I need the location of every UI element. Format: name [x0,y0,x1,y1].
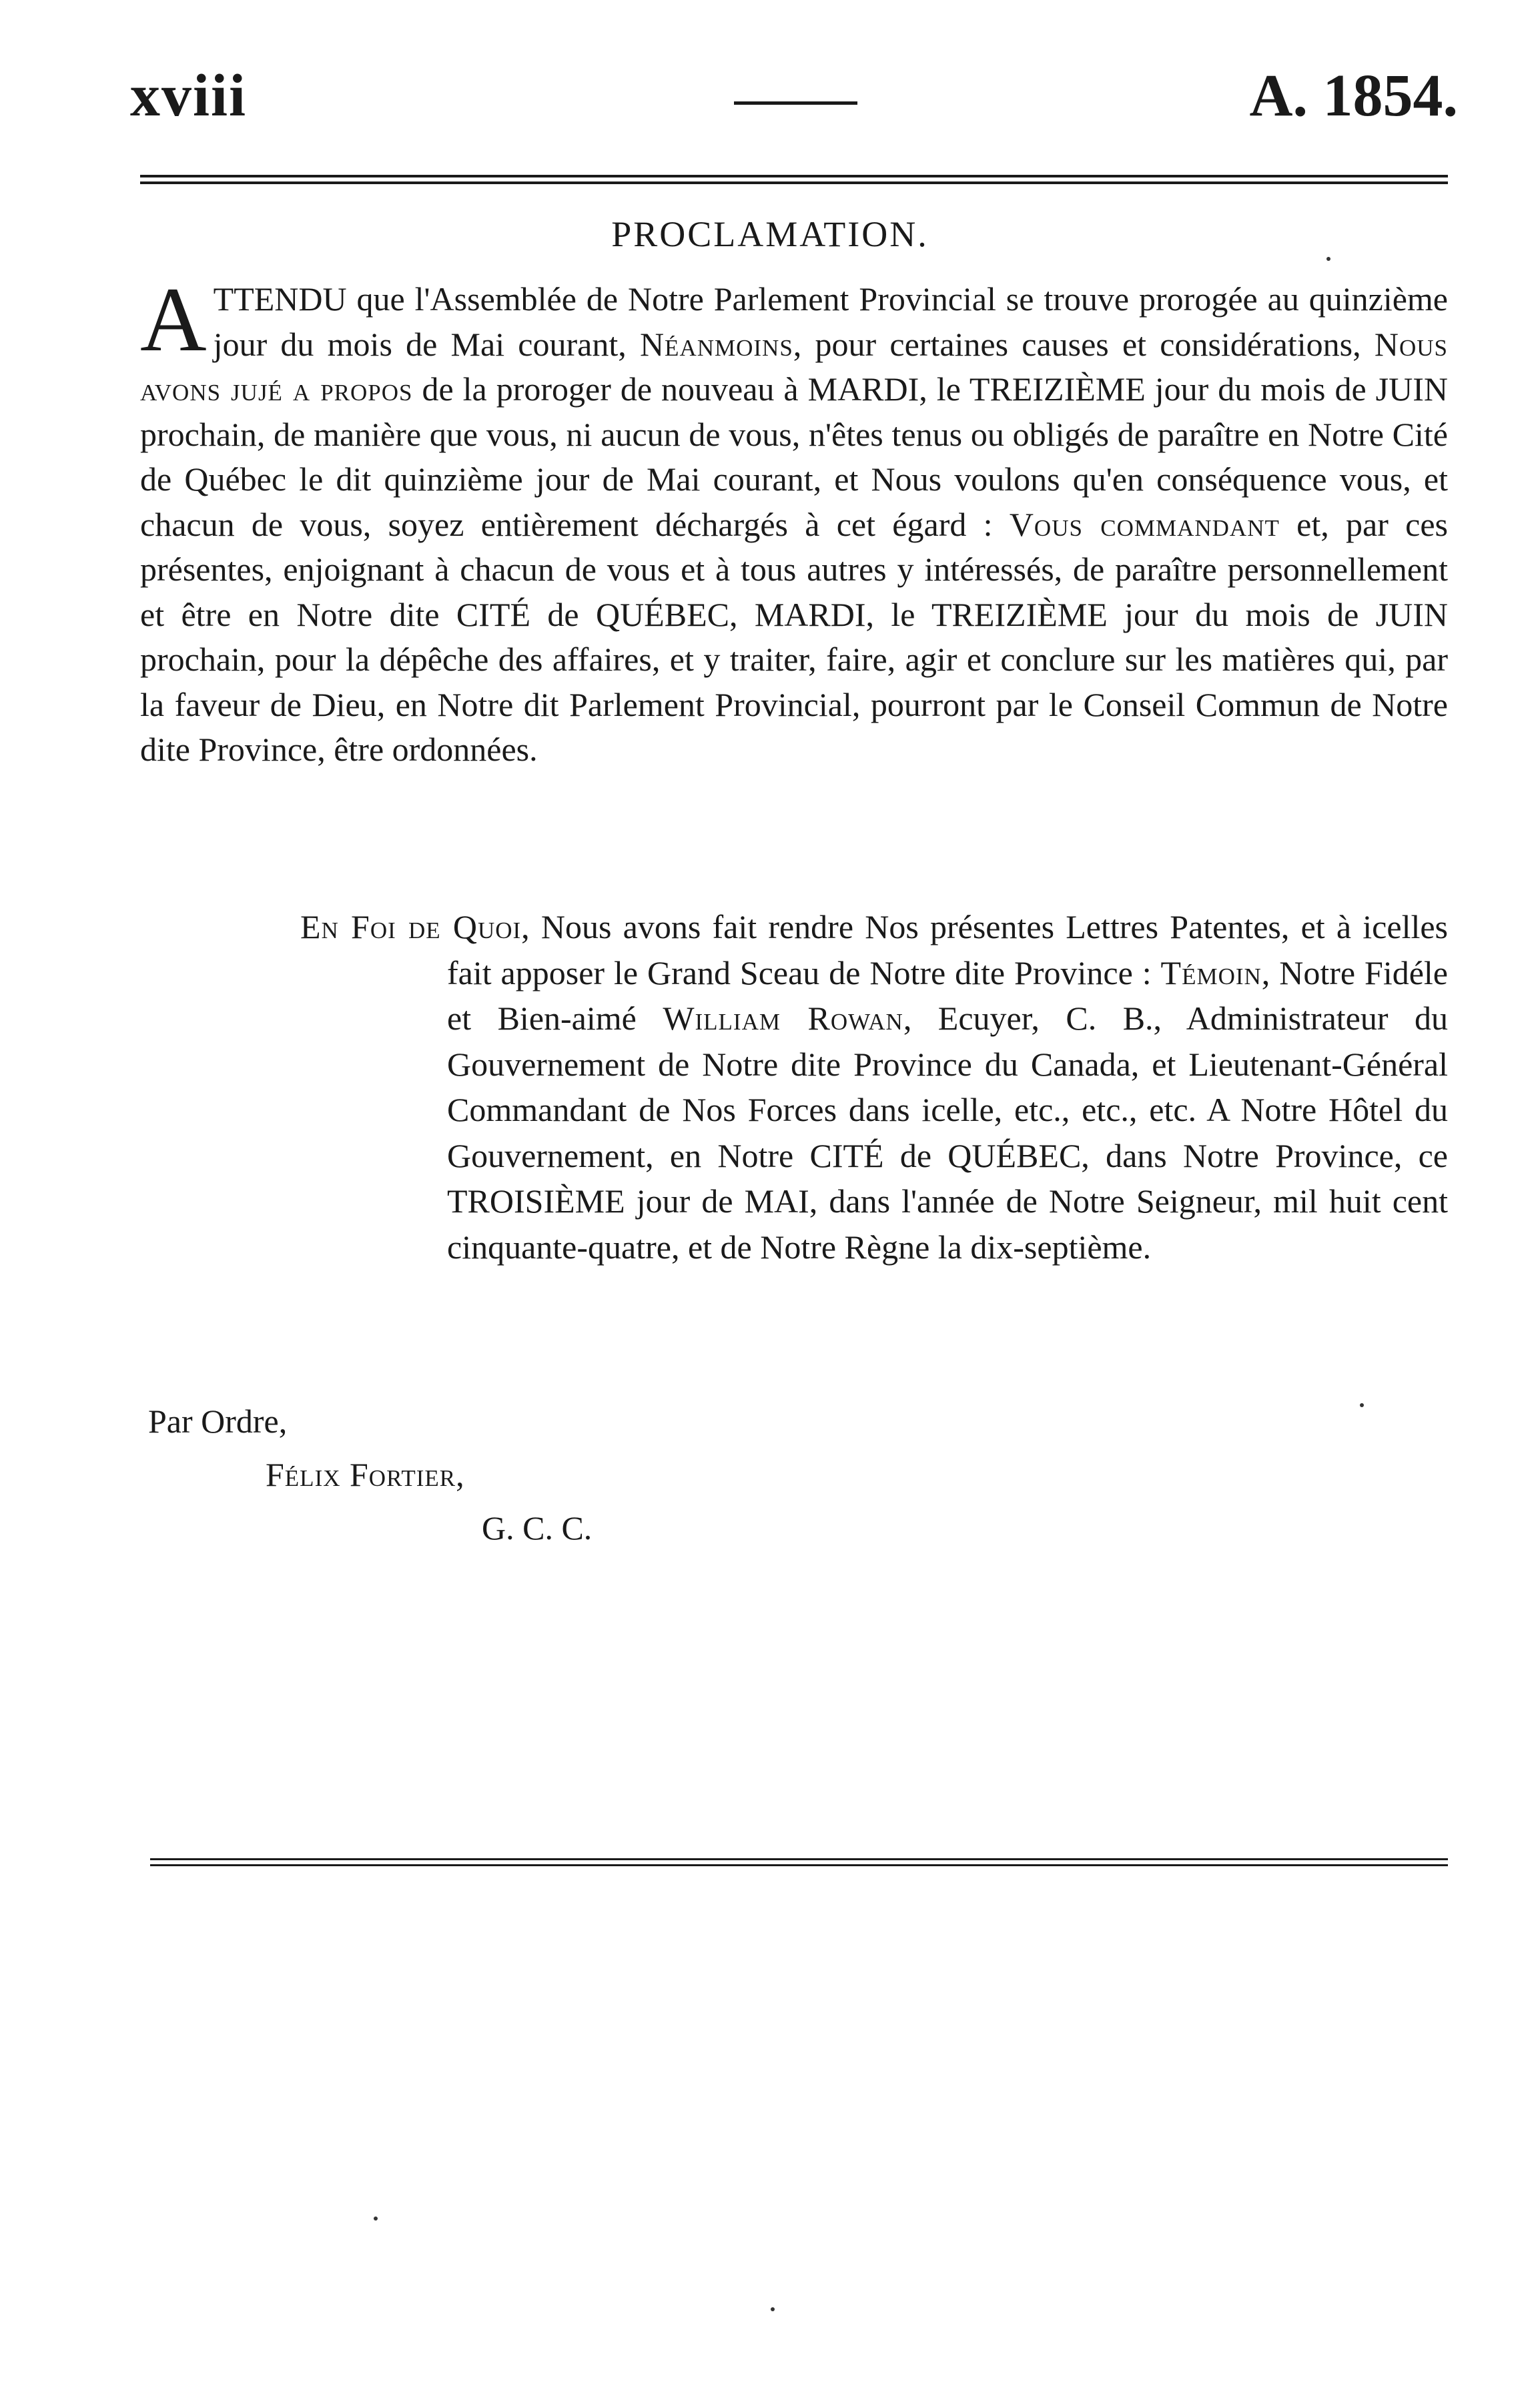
print-speck [1326,257,1330,261]
witness-smallcaps-en-foi: En Foi de Quoi [300,908,522,945]
body-text-2: , pour certaines causes et considérations, [793,325,1375,363]
body-text-1: TTENDU que l'Assemblée de Notre Parlement Provincial se trouve prorogée au quinzième jour du mois de Mai courant, [213,280,1448,363]
body-text-4: et, par ces présentes, enjoignant à chacun de vous et à tous autres y intéressés, de paraître personnellement et être en Notre dite CITÉ de QUÉBEC, MARDI, le TREIZIÈME jour du mois de JUIN prochain, pour la dépêche des affaires, et y traiter, faire, agir et conclure sur les matières qui, par la faveur de Dieu, en Notre dit Parlement Provincial, pourront par le Conseil Commun de Notre dite Province, être ordonnées. [140,505,1448,768]
print-speck [771,2307,775,2311]
witness-smallcaps-name: William Rowan [663,1000,903,1037]
signer-title: G. C. C. [482,1509,593,1547]
print-speck [374,2217,378,2221]
header-rule [140,175,1448,184]
par-ordre: Par Ordre, [148,1403,288,1440]
drop-cap: A [140,268,207,370]
body-smallcaps-neanmoins: Néanmoins [639,325,793,363]
print-speck [1360,1403,1364,1407]
signer-name: Félix Fortier, [266,1456,465,1493]
witness-clause [300,904,1448,1270]
header-year: A. 1854. [1249,63,1458,129]
header-dash [734,101,857,105]
page-title: PROCLAMATION. [611,214,929,254]
body-smallcaps-vous-commandant: Vous commandant [1009,505,1280,543]
page-header [130,61,1458,141]
body-text-3: de la proroger de nouveau à MARDI, le TREIZIÈME jour du mois de JUIN prochain, de manière que vous, ni aucun de vous, n'êtes tenus ou obligés de paraître en Notre Cité de Québec le dit quinzième jour de Mai courant, et Nous voulons qu'en conséquence vous, et chacun de vous, soyez entièrement déchargés à cet égard : [140,370,1448,543]
witness-text-1: , Nous avons fait rendre Nos présentes Lettres Patentes, et à icelles fait apposer le Grand Sceau de Notre dite Province : [447,908,1449,991]
proclamation-body [140,268,1448,773]
witness-text-3: , Ecuyer, C. B., Administrateur du Gouvernement de Notre dite Province du Canada, et Lieutenant-Général Commandant de Nos Forces dans icelle, etc., etc., etc. A Notre Hôtel du Gouvernement, en Notre CITÉ de QUÉBEC, dans Notre Province, ce TROISIÈME jour de MAI, dans l'année de Notre Seigneur, mil huit cent cinquante-quatre, et de Notre Règne la dix-septième. [447,1000,1448,1266]
footer-rule [150,1858,1448,1866]
witness-smallcaps-temoin: Témoin [1160,953,1262,991]
body-smallcaps-nous-avons: Nous avons jujé a propos [140,325,1448,408]
page-number: xviii [130,63,248,129]
witness-text-2: , Notre Fidéle et Bien-aimé [447,953,1448,1037]
